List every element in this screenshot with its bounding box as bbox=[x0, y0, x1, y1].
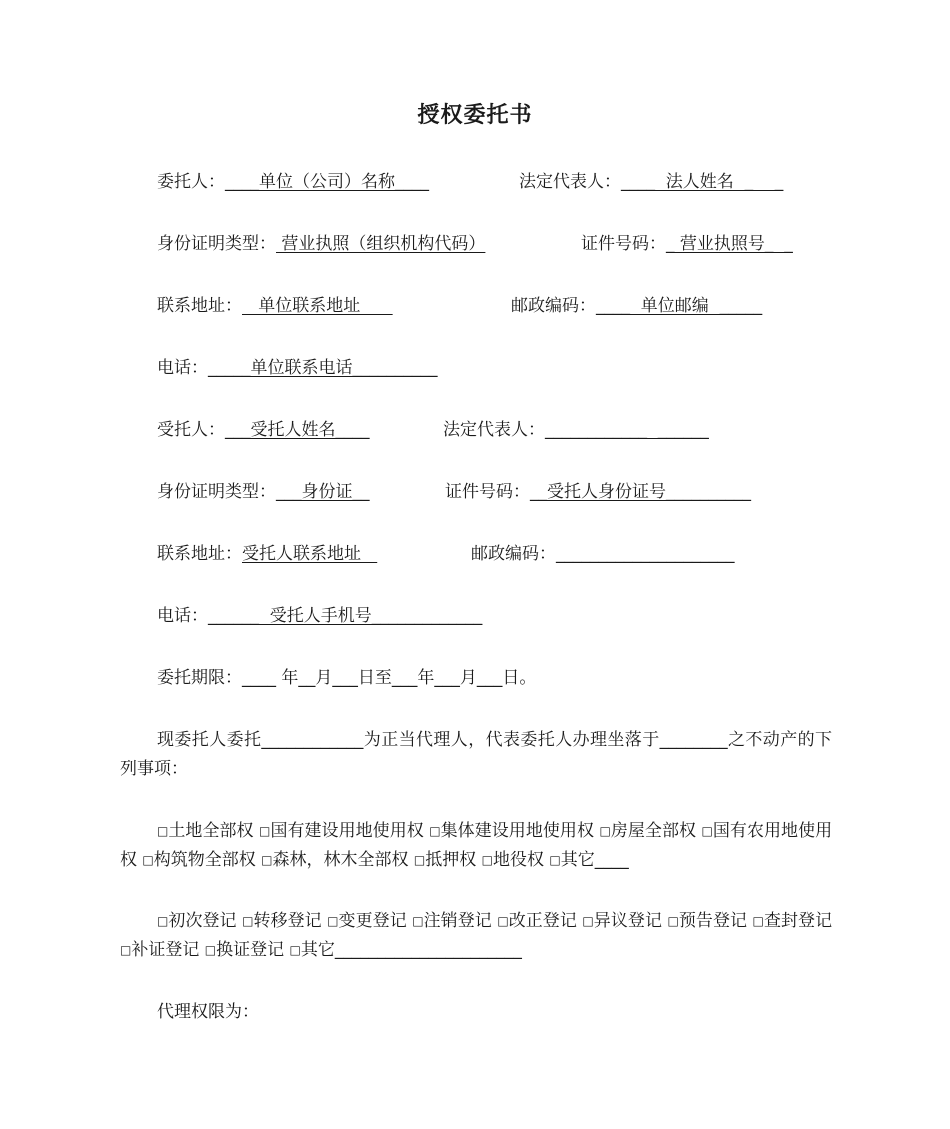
checkbox-icon[interactable]: □ bbox=[142, 853, 154, 867]
authorization-text-1: 现委托人委托 bbox=[157, 730, 262, 750]
right-option[interactable] bbox=[261, 850, 408, 870]
right-option-label: 集体建设用地使用权 bbox=[440, 821, 594, 841]
registration-option-label: 异议登记 bbox=[593, 911, 662, 931]
agent-phone-field[interactable]: ______ 受托人手机号_____________ bbox=[208, 606, 483, 626]
principal-phone-field[interactable]: _____单位联系电话__________ bbox=[208, 358, 438, 378]
registration-other-blank[interactable]: ______________________ bbox=[334, 940, 522, 960]
right-option[interactable] bbox=[259, 821, 424, 841]
scope-row bbox=[157, 1000, 259, 1024]
principal-address-row bbox=[157, 294, 393, 318]
registration-option-label: 补证登记 bbox=[131, 940, 200, 960]
registration-option-label: 变更登记 bbox=[338, 911, 407, 931]
principal-postal-row bbox=[511, 294, 762, 318]
registration-option[interactable] bbox=[667, 911, 747, 931]
checkbox-icon[interactable]: □ bbox=[549, 853, 561, 867]
principal-name-row bbox=[157, 170, 429, 194]
agent-legal-rep-label: 法定代表人： bbox=[443, 420, 545, 440]
principal-phone-row bbox=[157, 356, 438, 380]
right-option[interactable] bbox=[599, 821, 696, 841]
right-option[interactable] bbox=[482, 850, 544, 870]
registration-option[interactable] bbox=[157, 911, 237, 931]
principal-id-no-field[interactable]: _ 营业执照号_ _ bbox=[666, 234, 793, 254]
principal-id-no-label: 证件号码： bbox=[581, 234, 666, 254]
right-option-label: 其它 bbox=[560, 850, 595, 870]
registration-option-label: 其它 bbox=[300, 940, 335, 960]
checkbox-icon[interactable]: □ bbox=[429, 824, 441, 838]
principal-postal-field[interactable]: ____ 单位邮编 _____ bbox=[596, 296, 763, 316]
agent-legal-rep-field[interactable]: ____________ ______ bbox=[545, 420, 709, 440]
agent-postal-row bbox=[471, 542, 735, 566]
checkbox-icon[interactable]: □ bbox=[327, 914, 339, 928]
rights-checklist bbox=[120, 817, 832, 875]
registration-option[interactable] bbox=[120, 940, 199, 960]
checkbox-icon[interactable]: □ bbox=[582, 914, 594, 928]
registration-checklist bbox=[120, 907, 832, 965]
agent-phone-row bbox=[157, 604, 482, 628]
registration-option-label: 改正登记 bbox=[508, 911, 577, 931]
authorization-paragraph bbox=[120, 726, 832, 784]
registration-option[interactable] bbox=[327, 911, 407, 931]
agent-id-no-field[interactable]: __受托人身份证号__________ bbox=[530, 482, 751, 502]
principal-id-type-field[interactable]: 营业执照（组织机构代码） bbox=[276, 234, 486, 254]
agent-name-field[interactable]: ___受托人姓名____ bbox=[225, 420, 370, 440]
registration-option-label: 预告登记 bbox=[678, 911, 748, 931]
principal-legal-rep-label: 法定代表人： bbox=[519, 172, 621, 192]
principal-id-type-label: 身份证明类型： bbox=[157, 234, 276, 254]
checkbox-icon[interactable]: □ bbox=[204, 943, 217, 957]
agent-legal-rep-row bbox=[443, 418, 709, 442]
checkbox-icon[interactable]: □ bbox=[261, 853, 273, 867]
right-option[interactable] bbox=[142, 850, 255, 870]
right-option-label: 国有建设用地使用权 bbox=[270, 821, 424, 841]
registration-option-label: 查封登记 bbox=[763, 911, 833, 931]
registration-option[interactable] bbox=[412, 911, 492, 931]
registration-option-label: 换证登记 bbox=[216, 940, 285, 960]
principal-legal-rep-field[interactable]: ____ 法人姓名 _ _ bbox=[621, 172, 784, 192]
checkbox-icon[interactable]: □ bbox=[289, 943, 301, 957]
checkbox-icon[interactable]: □ bbox=[412, 914, 424, 928]
principal-postal-label: 邮政编码： bbox=[511, 296, 596, 316]
principal-address-label: 联系地址： bbox=[157, 296, 242, 316]
document-title: 授权委托书 bbox=[417, 103, 533, 128]
agent-phone-label: 电话： bbox=[157, 606, 208, 626]
scope-label: 代理权限为： bbox=[157, 1002, 259, 1022]
checkbox-icon[interactable]: □ bbox=[701, 824, 713, 838]
principal-address-field[interactable]: 单位联系地址 bbox=[242, 296, 393, 316]
agent-address-row bbox=[157, 542, 377, 566]
period-label: 委托期限： bbox=[157, 668, 242, 688]
checkbox-icon[interactable]: □ bbox=[667, 914, 679, 928]
agent-id-type-row bbox=[157, 480, 370, 504]
agent-id-no-row bbox=[445, 480, 751, 504]
agent-name-blank[interactable]: ____________ bbox=[261, 730, 364, 750]
registration-option-label: 注销登记 bbox=[423, 911, 492, 931]
right-option-label: 房屋全部权 bbox=[610, 821, 697, 841]
checkbox-icon[interactable]: □ bbox=[752, 914, 764, 928]
right-other-blank[interactable]: ____ bbox=[594, 850, 629, 870]
period-row bbox=[157, 666, 536, 690]
authorization-text-3: 之不动产的下列事项： bbox=[120, 730, 833, 779]
principal-name-field[interactable]: ____单位（公司）名称____ bbox=[225, 172, 429, 192]
principal-name-label: 委托人： bbox=[157, 172, 225, 192]
checkbox-icon[interactable]: □ bbox=[599, 824, 611, 838]
agent-id-type-field[interactable]: ___身份证__ bbox=[276, 482, 370, 502]
agent-address-field[interactable]: 受托人联系地址 bbox=[242, 544, 378, 564]
checkbox-icon[interactable]: □ bbox=[242, 914, 254, 928]
property-location-blank[interactable]: ________ bbox=[659, 730, 728, 750]
registration-option[interactable] bbox=[753, 911, 833, 931]
right-option-label: 森林，林木全部权 bbox=[272, 850, 409, 870]
registration-option[interactable] bbox=[290, 940, 522, 960]
checkbox-icon[interactable]: □ bbox=[481, 853, 493, 867]
registration-option[interactable] bbox=[582, 911, 662, 931]
agent-address-label: 联系地址： bbox=[157, 544, 242, 564]
authorization-text-2: 为正当代理人，代表委托人办理坐落于 bbox=[363, 730, 660, 750]
right-option-label: 构筑物全部权 bbox=[153, 850, 256, 870]
right-option[interactable] bbox=[549, 850, 628, 870]
principal-phone-label: 电话： bbox=[157, 358, 208, 378]
checkbox-icon[interactable]: □ bbox=[120, 943, 132, 957]
principal-legal-rep-row bbox=[519, 170, 783, 194]
principal-id-no-row bbox=[581, 232, 793, 256]
checkbox-icon[interactable]: □ bbox=[497, 914, 509, 928]
checkbox-icon[interactable]: □ bbox=[157, 824, 169, 838]
agent-name-label: 受托人： bbox=[157, 420, 225, 440]
registration-option[interactable] bbox=[497, 911, 577, 931]
registration-option-label: 初次登记 bbox=[168, 911, 237, 931]
right-option-label: 抵押权 bbox=[425, 850, 477, 870]
checkbox-icon[interactable]: □ bbox=[413, 853, 426, 867]
principal-id-type-row bbox=[157, 232, 485, 256]
agent-postal-label: 邮政编码： bbox=[471, 544, 556, 564]
agent-name-row bbox=[157, 418, 370, 442]
registration-option-label: 转移登记 bbox=[253, 911, 322, 931]
agent-postal-field[interactable]: _____________________ bbox=[556, 544, 735, 564]
registration-option[interactable] bbox=[242, 911, 322, 931]
period-text[interactable]: ____ 年__月___日至___年___月___日。 bbox=[242, 668, 537, 688]
right-option-label: 土地全部权 bbox=[168, 821, 254, 841]
checkbox-icon[interactable]: □ bbox=[157, 914, 169, 928]
registration-option[interactable] bbox=[205, 940, 284, 960]
right-option[interactable] bbox=[414, 850, 476, 870]
checkbox-icon[interactable]: □ bbox=[259, 824, 271, 838]
right-option-label: 地役权 bbox=[493, 850, 544, 870]
right-option[interactable] bbox=[157, 821, 254, 841]
agent-id-type-label: 身份证明类型： bbox=[157, 482, 276, 502]
right-option-label: 国有农用地使用权 bbox=[120, 821, 833, 870]
right-option[interactable] bbox=[429, 821, 594, 841]
agent-id-no-label: 证件号码： bbox=[445, 482, 530, 502]
